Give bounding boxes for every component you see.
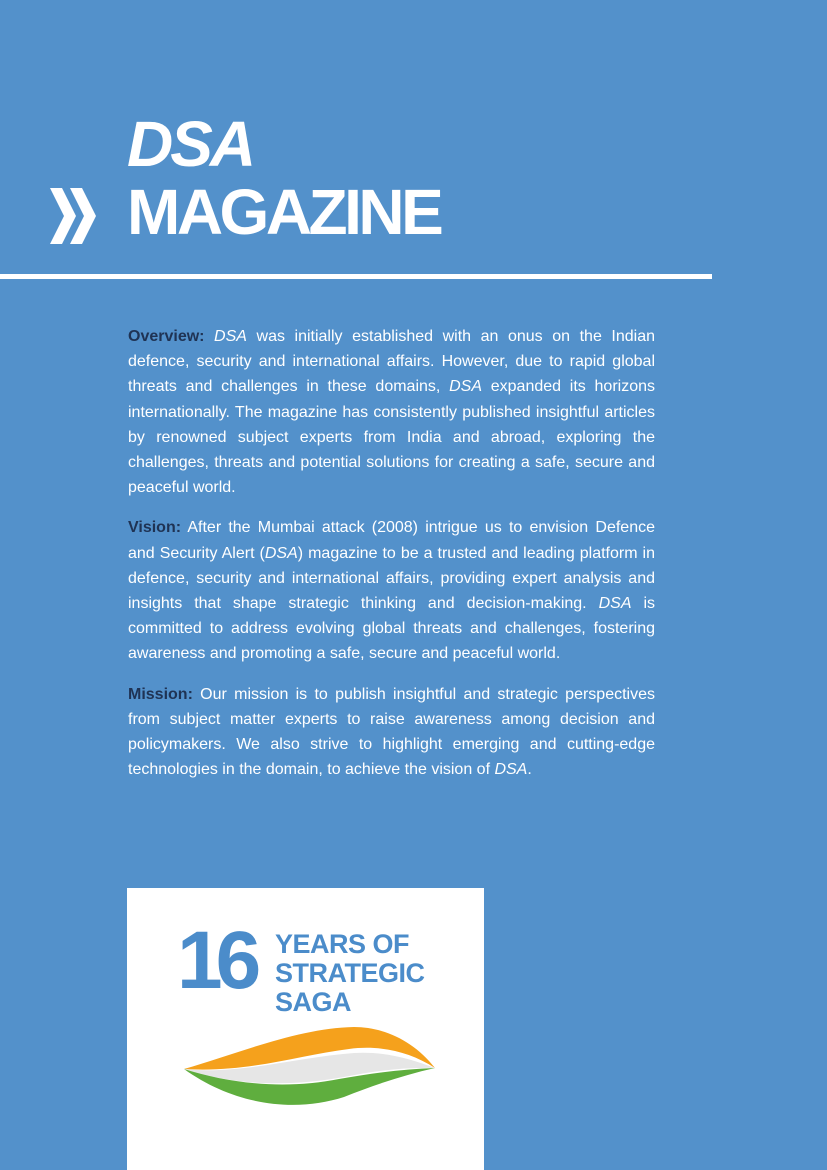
text-run: expanded its horizons internationally. The magazine has consistently published insightful articles by renowned subject experts from India and abroad, exploring the challenges, threats and potential solutions for creating a safe, secure and peaceful world. (128, 378, 655, 497)
logo-tagline (275, 930, 425, 1017)
text-run: Our mission is to publish insightful and strategic perspectives from subject matter experts to raise awareness among decision and policymakers. We also strive to highlight emerging and cutting-edge technologies in the domain, to achieve the vision of (128, 685, 655, 779)
divider (0, 274, 712, 279)
logo-line-1: YEARS OF (275, 929, 410, 959)
dsa-italic: DSA (598, 595, 632, 613)
text-run: After the Mumbai attack (2008) intrigue us to envision Defence and Security Alert ( (128, 519, 655, 562)
text-run: was initially established with an onus on the Indian defence, security and international affairs. However, due to rapid global threats and challenges in these domains, (128, 328, 655, 396)
anniversary-logo (127, 888, 484, 1170)
dsa-italic: DSA (449, 378, 482, 396)
title-line-2: MAGAZINE (127, 176, 441, 248)
double-chevron-right-icon (50, 186, 100, 246)
body-text (128, 324, 655, 797)
mission-label: Mission: (128, 685, 193, 703)
logo-line-3: SAGA (275, 987, 352, 1017)
vision-paragraph (128, 515, 655, 666)
text-run: is committed to address evolving global threats and challenges, fostering awareness and promoting a safe, secure and peaceful world. (128, 595, 656, 663)
dsa-italic: DSA (494, 761, 528, 779)
overview-label: Overview: (128, 328, 205, 345)
text-run (204, 328, 214, 345)
tricolor-swoosh-icon (179, 1023, 439, 1113)
mission-paragraph (128, 682, 655, 783)
title-line-1: DSA (127, 108, 254, 180)
logo-line-2: STRATEGIC (275, 958, 425, 988)
vision-label: Vision: (128, 519, 182, 537)
overview-paragraph (128, 324, 655, 500)
logo-number: 16 (177, 915, 255, 1006)
text-run: . (527, 761, 532, 779)
text-run: ) magazine to be a trusted and leading platform in defence, security and international affairs, providing expert analysis and insights that shape strategic thinking and decision-making. (128, 544, 656, 613)
dsa-italic: DSA (214, 328, 247, 345)
dsa-italic: DSA (264, 544, 298, 562)
